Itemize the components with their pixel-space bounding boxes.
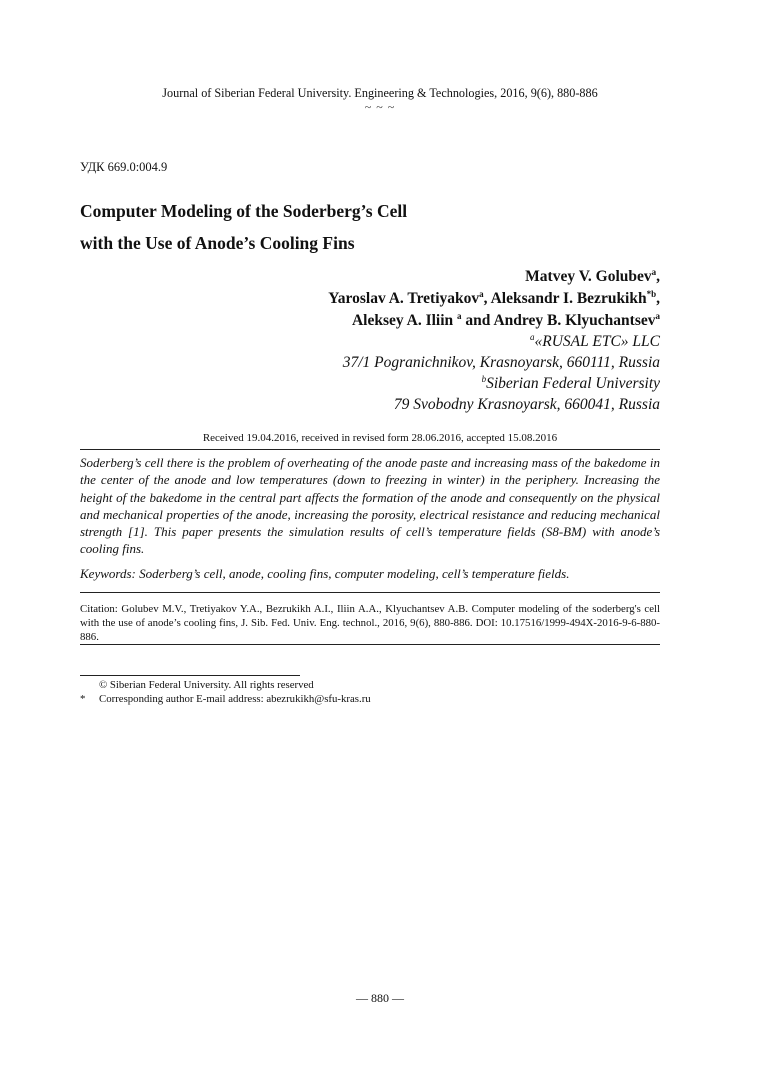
author-sep: , [483, 290, 491, 307]
author-sup: a [651, 266, 657, 277]
received-dates: Received 19.04.2016, received in revised form 28.06.2016, accepted 15.08.2016 [202, 432, 558, 444]
affiliation-name: «RUSAL ETC» LLC [534, 333, 660, 350]
affiliation-org-b [343, 373, 660, 394]
author-sep: and [461, 312, 494, 329]
affiliation-org-a [343, 331, 660, 352]
affiliation-sup: b [481, 373, 487, 384]
affiliation-name: Siberian Federal University [486, 375, 660, 392]
footnote-mark: * [80, 693, 86, 705]
author-sup: *b [646, 288, 657, 299]
author-line-2 [328, 288, 660, 310]
author-name: Andrey B. Klyuchantsev [493, 312, 656, 329]
citation: Citation: Golubev M.V., Tretiyakov Y.A., Bezrukikh A.I., Iliin A.A., Klyuchantsev A.B. Computer modeling of the soderberg's cell with the use of anode’s cooling fins, J. Sib. Fed. Univ. Eng. technol., 2016, 9(6), 880-886. DOI: 10.17516/1999-494X-2016-9-6-880-886. [80, 603, 660, 643]
abstract: Soderberg’s cell there is the problem of overheating of the anode paste and increasing mass of the bakedome in the center of the anode and low temperatures (down to freezing in winter) in the periphery. Increasing the height of the bakedome in the central part affects the formation of the anode and consequently on the physical and mechanical properties of the anode, increasing the porosity, electrical resistance and reducing mechanical strength [1]. This paper presents the simulation results of cell’s temperature fields (S8-BM) with anode’s cooling fins. [80, 455, 660, 557]
affiliation-sup: a [530, 331, 535, 342]
title-line-1: Computer Modeling of the Soderberg’s Cell [80, 201, 408, 221]
page-number: — 880 — [356, 991, 404, 1005]
title-line-2: with the Use of Anode’s Cooling Fins [80, 233, 355, 253]
header-ornament: ~ ~ ~ [364, 100, 396, 114]
author-name: Aleksey A. Iliin [351, 312, 454, 329]
journal-header: Journal of Siberian Federal University. Engineering & Technologies, 2016, 9(6), 880-886 [162, 86, 598, 100]
author-sup: a [457, 310, 462, 321]
author-line-1 [328, 266, 660, 288]
author-list [328, 266, 660, 332]
author-name: Yaroslav A. Tretiyakov [328, 290, 480, 307]
affiliation-address-a: 37/1 Pogranichnikov, Krasnoyarsk, 660111, Russia [342, 354, 660, 371]
author-sup: a [479, 288, 484, 299]
author-sup: a [655, 310, 660, 321]
footnote-divider [80, 675, 300, 676]
author-line-3 [328, 310, 660, 332]
divider-citation-top [80, 592, 660, 593]
divider-top [80, 449, 660, 450]
author-name: Aleksandr I. Bezrukikh [490, 290, 647, 307]
author-name: Matvey V. Golubev [525, 268, 652, 285]
keywords: Keywords: Soderberg’s cell, anode, cooling fins, computer modeling, cell’s temperature fields. [80, 566, 570, 581]
paper-title [80, 195, 680, 259]
corresponding-footnote [80, 693, 371, 705]
author-sep: , [656, 268, 660, 285]
divider-citation-bottom [80, 644, 660, 645]
corresponding-email: Corresponding author E-mail address: abezrukikh@sfu-kras.ru [99, 693, 371, 705]
copyright-footnote: © Siberian Federal University. All rights reserved [99, 679, 314, 691]
affiliation-address-b: 79 Svobodny Krasnoyarsk, 660041, Russia [393, 396, 660, 413]
udk-code: УДК 669.0:004.9 [80, 160, 168, 174]
affiliations [343, 331, 660, 415]
author-sep: , [656, 290, 660, 307]
